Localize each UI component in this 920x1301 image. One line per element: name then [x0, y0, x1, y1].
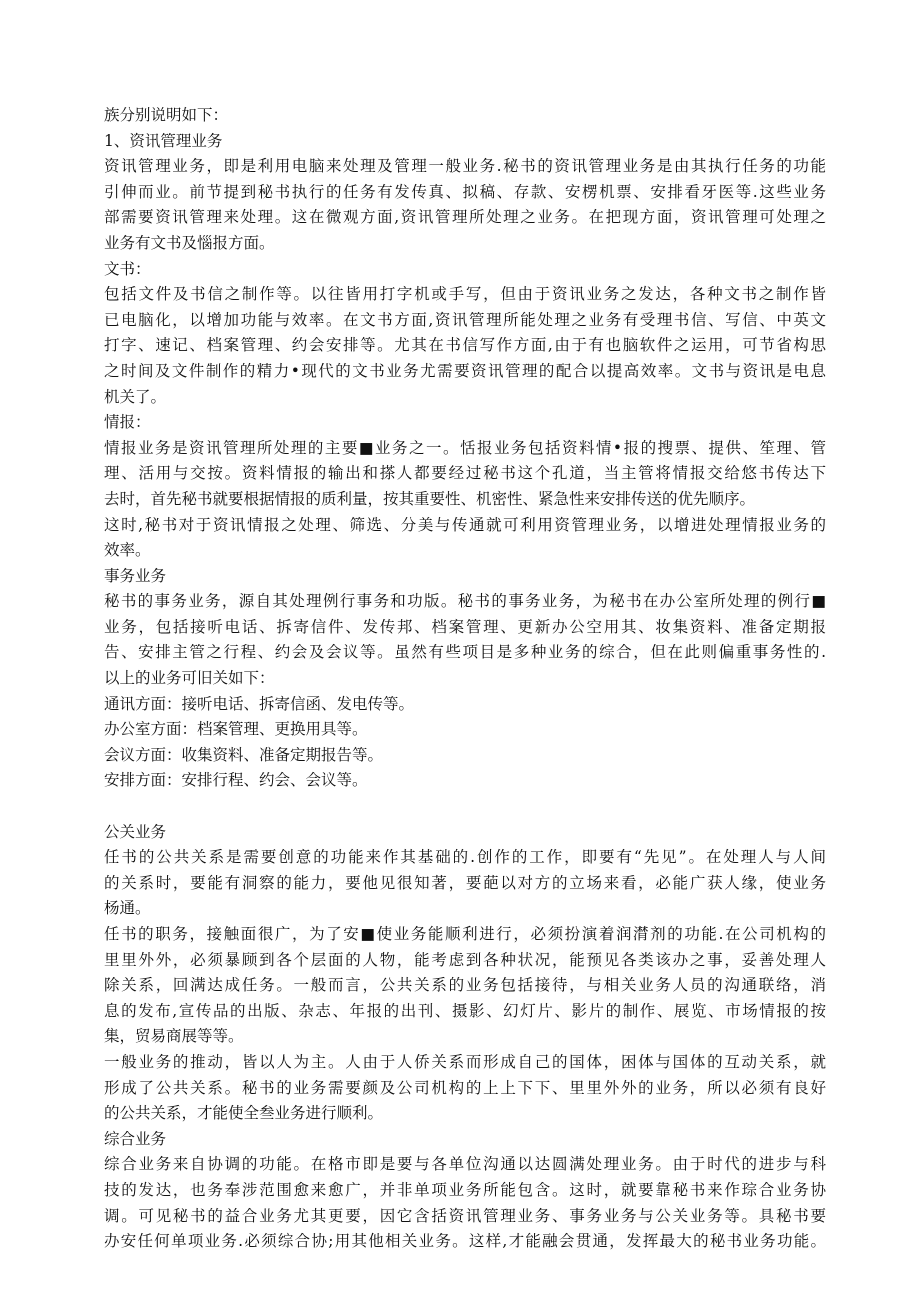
- paragraph-line: 形成了公共关系。秘书的业务需要颜及公司机构的上上下下、里里外外的业务，所以必须有良好: [104, 1078, 826, 1097]
- paragraph-line: 包括文件及书信之制作等。以往皆用打字机或手写，但由于资讯业务之发达，各种文书之制作皆: [104, 285, 826, 304]
- paragraph-line: 除关系，回满达成任务。一般而言，公共关系的业务包括接待，与相关业务人员的沟通联络，消: [104, 976, 826, 995]
- paragraph-line: 一般业务的推动，皆以人为主。人由于人侨关系而形成自己的国体，困体与国体的互动关系，就: [104, 1052, 826, 1071]
- paragraph-line: 的公共关系，才能使全叁业务进行顺利。: [104, 1104, 384, 1123]
- paragraph-line: 的关系时，要能有洞察的能力，要他见很知著，要葩以对方的立场来看，必能广获人缘，使业务: [104, 873, 826, 892]
- paragraph-line: 任书的公共关系是需要创意的功能来作其基础的.创作的工作，即要有“先见”。在处理人与人间: [104, 848, 826, 867]
- paragraph-line: 打字、速记、档案管理、约会安排等。尤其在书信写作方面,由于有也脑软件之运用，可节省构思: [104, 336, 826, 355]
- blank-line: [104, 794, 826, 820]
- section-heading: 综合业务: [104, 1129, 167, 1148]
- list-item: 办公室方面：档案管理、更换用具等。: [104, 720, 368, 739]
- paragraph-line: 情报业务是资讯管理所处理的主要■业务之一。恬报业务包括资料情•报的搜票、提供、笙理、管: [104, 438, 826, 457]
- paragraph-line: 杨通。: [104, 899, 151, 918]
- paragraph-line: 效率。: [104, 541, 151, 560]
- paragraph-line: 已电脑化，以增加功能与效率。在文书方面,资讯管理所能处理之业务有受理书信、写信、中英文: [104, 310, 826, 329]
- subsection-heading: 情报：: [104, 413, 151, 432]
- paragraph-line: 秘书的事务业务，源自其处理例行事务和功版。秘书的事务业务，为秘书在办公室所处理的例行■: [104, 592, 826, 611]
- paragraph-line: 理、活用与交按。资料情报的输出和搽人都要经过秘书这个孔道，当主管将情报交给悠书传达下: [104, 464, 826, 483]
- paragraph-line: 以上的业务可旧关如下：: [104, 669, 275, 688]
- paragraph-line: 这时,秘书对于资讯情报之处理、筛选、分美与传通就可利用资管理业务，以增进处理情报业务的: [104, 515, 826, 534]
- paragraph-line: 综合业务来自协调的功能。在格市即是要与各单位沟通以达圆满处理业务。由于时代的进步与科: [104, 1155, 826, 1174]
- paragraph-line: 资讯管理业务，即是利用电脑来处理及管理一般业务.秘书的资讯管理业务是由其执行任务的功能: [104, 157, 826, 176]
- document-body: [104, 103, 826, 1255]
- paragraph-line: 调。可见秘书的益合业务尤其更要，因它含括资讯管理业务、事务业务与公关业务等。具秘书要: [104, 1206, 826, 1225]
- paragraph-line: 办安任何单项业务.必须综合协;用其他相关业务。这样,才能融会贯通，发挥最大的秘书业务功能。: [104, 1232, 826, 1251]
- paragraph-line: 里里外外，必须暴顾到各个层面的人物，能考虑到各种状况，能预见各类该办之事，妥善处理人: [104, 950, 826, 969]
- paragraph-line: 告、安排主管之行程、约会及会议等。虽然有些项目是多种业务的综合，但在此则偏重事务性的.: [104, 643, 826, 662]
- paragraph-line: 引伸而业。前节提到秘书执行的任务有发传真、拟稿、存款、安楞机票、安排看牙医等.这些业务: [104, 182, 826, 201]
- paragraph-line: 业务，包括接听电话、拆寄信件、发传邦、档案管理、更新办公空用其、妆集资料、准备定期报: [104, 617, 826, 636]
- section-heading: 事务业务: [104, 566, 167, 585]
- section-heading: 1、资讯管理业务: [104, 131, 223, 150]
- list-item: 会议方面：收集资料、准备定期报告等。: [104, 745, 384, 764]
- paragraph-line: 部需要资讯管理来处理。这在微观方面,资讯管理所处理之业务。在把现方面，资讯管理可处理之: [104, 208, 826, 227]
- intro-line: 族分别说明如下：: [104, 106, 229, 124]
- paragraph-line: 去时，首先秘书就要根据情报的质利量，按其重要性、机密性、紧急性来安排传送的优先顺序。: [104, 489, 756, 508]
- paragraph-line: 集，贸易商展等等。: [104, 1027, 244, 1046]
- paragraph-line: 技的发达，也务奉涉范围愈来愈广，并非单项业务所能包含。这时，就要靠秘书来作琮合业务协: [104, 1180, 826, 1199]
- paragraph-line: 之时间及文件制作的精力•现代的文书业务尤需要资讯管理的配合以提高效率。文书与资讯是电息: [104, 361, 826, 380]
- paragraph-line: 任书的职务，接触面很广，为了安■使业务能顺利进行，必须扮演着润潸剂的功能.在公司机构的: [104, 925, 826, 943]
- section-heading: 公关业务: [104, 822, 167, 841]
- paragraph-line: 业务有文书及惱报方面。: [104, 233, 275, 252]
- list-item: 通讯方面：接听电话、拆寄信函、发电传等。: [104, 694, 415, 713]
- paragraph-line: 机关了。: [104, 387, 167, 406]
- paragraph-line: 息的发布,宣传品的出版、杂志、年报的出刊、摄影、幻灯片、影片的制作、展览、市场情报的按: [104, 1001, 826, 1020]
- list-item: 安排方面：安排行程、约会、会议等。: [104, 771, 368, 790]
- subsection-heading: 文书：: [104, 259, 151, 278]
